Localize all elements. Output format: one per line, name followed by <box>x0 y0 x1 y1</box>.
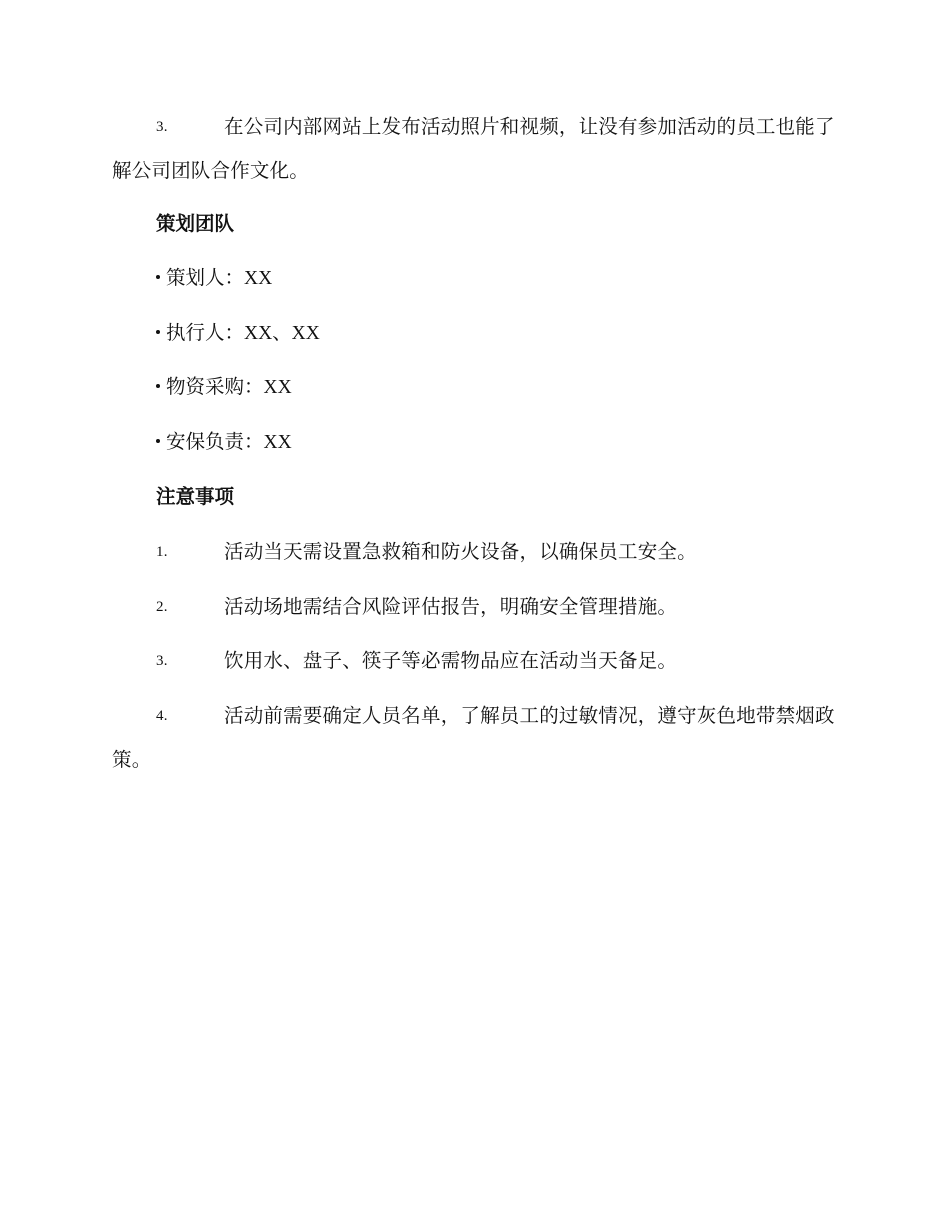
list-item <box>112 585 837 629</box>
list-item-text: 活动前需要确定人员名单，了解员工的过敏情况，遵守灰色地带禁烟政策。 <box>112 704 835 771</box>
list-item-text: 活动当天需设置急救箱和防火设备，以确保员工安全。 <box>224 540 697 563</box>
team-item-executor <box>156 311 320 356</box>
list-item-text: 在公司内部网站上发布活动照片和视频，让没有参加活动的员工也能了解公司团队合作文化。 <box>112 115 835 182</box>
list-item-body <box>112 585 837 629</box>
team-item-label: 物资采购： <box>166 375 264 398</box>
team-item-label: 执行人： <box>166 321 245 344</box>
team-item-planner <box>156 256 272 301</box>
list-item-body <box>112 639 837 683</box>
bullet-icon <box>156 275 160 279</box>
team-item-label: 策划人： <box>166 266 245 289</box>
section-heading-notes: 注意事项 <box>156 485 235 508</box>
list-item <box>112 530 837 574</box>
list-item-number: 4. <box>156 708 168 724</box>
list-item <box>112 694 837 782</box>
list-item-text: 饮用水、盘子、筷子等必需物品应在活动当天备足。 <box>224 649 678 672</box>
list-item-body <box>112 105 837 193</box>
list-item-body <box>112 530 837 574</box>
team-item-value: XX <box>244 268 273 289</box>
list-item-number: 2. <box>156 599 168 615</box>
list-item-number: 3. <box>156 119 168 135</box>
team-item-value: XX <box>263 432 292 453</box>
list-item-body <box>112 694 837 782</box>
bullet-icon <box>156 330 160 334</box>
team-item-security <box>156 420 292 465</box>
list-item <box>112 105 837 193</box>
bullet-icon <box>156 384 160 388</box>
team-item-value: XX、XX <box>244 323 320 344</box>
list-item-text: 活动场地需结合风险评估报告，明确安全管理措施。 <box>224 595 678 618</box>
team-item-procurement <box>156 365 292 410</box>
list-item-number: 3. <box>156 653 168 669</box>
list-item <box>112 639 837 683</box>
list-item-number: 1. <box>156 544 168 560</box>
section-heading-team: 策划团队 <box>156 212 235 235</box>
bullet-icon <box>156 439 160 443</box>
team-item-label: 安保负责： <box>166 430 264 453</box>
team-item-value: XX <box>263 377 292 398</box>
